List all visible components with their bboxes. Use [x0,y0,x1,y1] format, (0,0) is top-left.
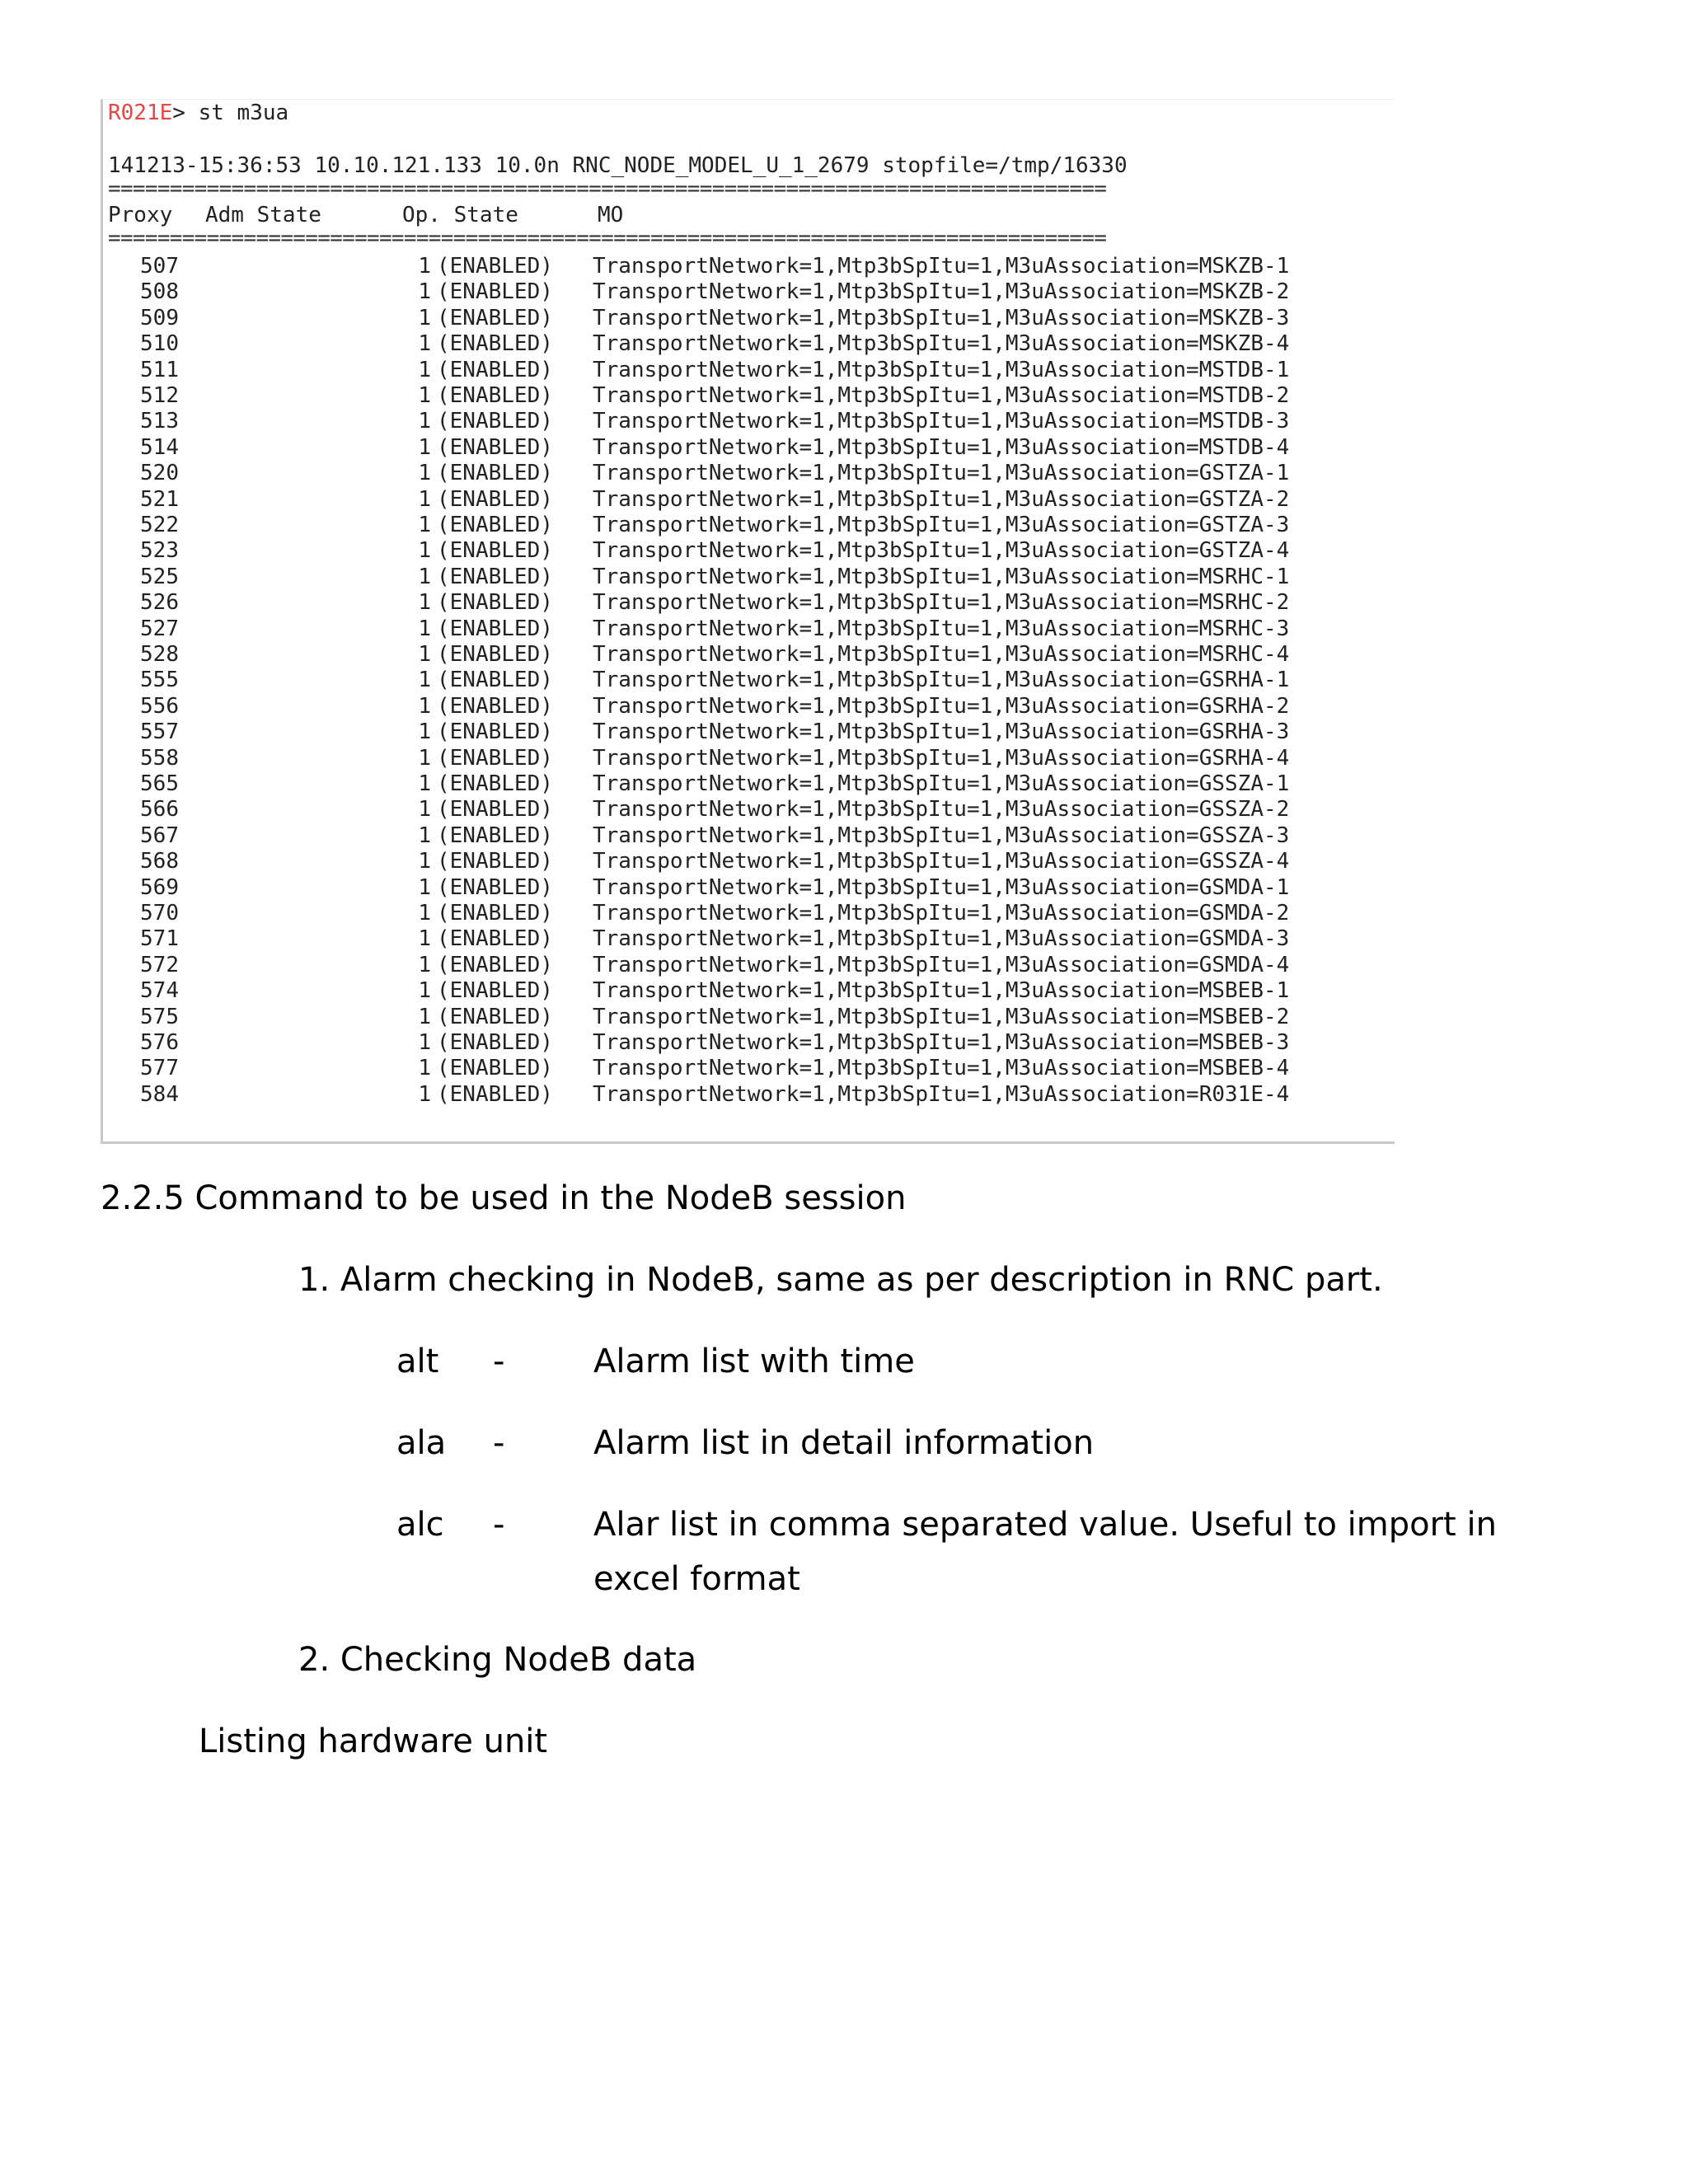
mo-cell: TransportNetwork=1,Mtp3bSpItu=1,M3uAssociation=MSBEB-2 [593,1004,1290,1029]
table-row [103,900,1395,926]
op-state-text: (ENABLED) [437,331,553,357]
op-state-text: (ENABLED) [437,642,553,667]
op-state-code: 1 [418,1004,431,1029]
op-state-text: (ENABLED) [437,409,553,434]
header-proxy: Proxy [108,203,173,227]
proxy-cell: 570 [140,901,179,926]
op-state-code: 1 [418,486,431,512]
command-alt: alt [396,1343,439,1380]
mo-cell: TransportNetwork=1,Mtp3bSpItu=1,M3uAssociation=MSBEB-1 [593,978,1290,1004]
table-row [103,823,1395,849]
op-state-text: (ENABLED) [437,745,553,771]
command-ala: ala [396,1424,447,1462]
op-state-code: 1 [418,254,431,279]
proxy-cell: 510 [140,331,179,357]
table-row [103,693,1395,719]
mo-cell: TransportNetwork=1,Mtp3bSpItu=1,M3uAssociation=GSTZA-1 [593,461,1290,486]
table-row [103,1055,1395,1081]
proxy-cell: 577 [140,1056,179,1081]
table-row [103,486,1395,513]
op-state-text: (ENABLED) [437,305,553,330]
op-state-code: 1 [418,797,431,823]
section-heading: 2.2.5 Command to be used in the NodeB session [101,1179,907,1217]
table-row [103,382,1395,409]
op-state-text: (ENABLED) [437,616,553,641]
op-state-text: (ENABLED) [437,383,553,408]
proxy-cell: 520 [140,461,179,486]
proxy-cell: 513 [140,409,179,434]
op-state-code: 1 [418,1056,431,1081]
table-row [103,616,1395,642]
command-dash: - [493,1424,505,1462]
proxy-cell: 512 [140,383,179,408]
op-state-text: (ENABLED) [437,719,553,745]
mo-cell: TransportNetwork=1,Mtp3bSpItu=1,M3uAssociation=MSTDB-3 [593,409,1290,434]
list-item-checking-nodeb: 2. Checking NodeB data [298,1641,697,1679]
proxy-cell: 514 [140,434,179,460]
op-state-text: (ENABLED) [437,279,553,305]
op-state-code: 1 [418,409,431,434]
op-state-code: 1 [418,849,431,874]
op-state-text: (ENABLED) [437,668,553,693]
terminal-prompt: R021E [108,101,173,125]
table-row [103,1004,1395,1030]
proxy-cell: 568 [140,849,179,874]
op-state-text: (ENABLED) [437,461,553,486]
op-state-code: 1 [418,434,431,460]
table-row [103,977,1395,1004]
proxy-cell: 575 [140,1004,179,1029]
op-state-code: 1 [418,357,431,382]
proxy-cell: 572 [140,952,179,977]
proxy-cell: 584 [140,1081,179,1107]
op-state-code: 1 [418,719,431,745]
table-row [103,667,1395,693]
proxy-cell: 511 [140,357,179,382]
command-dash: - [493,1506,505,1544]
mo-cell: TransportNetwork=1,Mtp3bSpItu=1,M3uAssociation=GSMDA-1 [593,874,1290,900]
op-state-code: 1 [418,513,431,537]
table-row [103,589,1395,616]
mo-cell: TransportNetwork=1,Mtp3bSpItu=1,M3uAssociation=MSRHC-3 [593,616,1290,641]
table-row [103,874,1395,901]
op-state-text: (ENABLED) [437,254,553,279]
command-dash: - [493,1343,505,1380]
proxy-cell: 567 [140,823,179,848]
command-line [108,100,288,126]
mo-cell: TransportNetwork=1,Mtp3bSpItu=1,M3uAssociation=GSTZA-4 [593,538,1290,564]
op-state-text: (ENABLED) [437,1081,553,1107]
mo-cell: TransportNetwork=1,Mtp3bSpItu=1,M3uAssociation=MSKZB-4 [593,331,1290,357]
mo-cell: TransportNetwork=1,Mtp3bSpItu=1,M3uAssociation=MSKZB-2 [593,279,1290,305]
proxy-cell: 576 [140,1030,179,1055]
op-state-code: 1 [418,538,431,564]
op-state-text: (ENABLED) [437,1030,553,1055]
proxy-cell: 528 [140,642,179,667]
proxy-cell: 525 [140,564,179,589]
mo-cell: TransportNetwork=1,Mtp3bSpItu=1,M3uAssociation=GSTZA-3 [593,513,1290,537]
mo-cell: TransportNetwork=1,Mtp3bSpItu=1,M3uAssociation=GSRHA-3 [593,719,1290,745]
mo-cell: TransportNetwork=1,Mtp3bSpItu=1,M3uAssociation=MSKZB-1 [593,254,1290,279]
proxy-cell: 526 [140,590,179,616]
terminal-command: > st m3ua [172,101,289,125]
mo-cell: TransportNetwork=1,Mtp3bSpItu=1,M3uAssociation=GSMDA-3 [593,926,1290,952]
op-state-code: 1 [418,590,431,616]
proxy-cell: 509 [140,305,179,330]
op-state-code: 1 [418,564,431,589]
table-row [103,1029,1395,1056]
op-state-text: (ENABLED) [437,513,553,537]
proxy-cell: 569 [140,874,179,900]
proxy-cell: 557 [140,719,179,745]
table-row [103,357,1395,383]
op-state-code: 1 [418,305,431,330]
op-state-code: 1 [418,693,431,719]
op-state-text: (ENABLED) [437,564,553,589]
op-state-text: (ENABLED) [437,486,553,512]
mo-cell: TransportNetwork=1,Mtp3bSpItu=1,M3uAssociation=GSSZA-4 [593,849,1290,874]
op-state-text: (ENABLED) [437,357,553,382]
header-adm-state: Adm State [205,203,321,227]
op-state-code: 1 [418,771,431,796]
proxy-cell: 558 [140,745,179,771]
op-state-text: (ENABLED) [437,771,553,796]
table-row [103,771,1395,797]
op-state-code: 1 [418,642,431,667]
header-separator-bottom: ================================================================================= [108,226,1107,251]
table-row [103,952,1395,978]
mo-cell: TransportNetwork=1,Mtp3bSpItu=1,M3uAssociation=GSRHA-2 [593,693,1290,719]
table-row [103,460,1395,486]
proxy-cell: 508 [140,279,179,305]
op-state-code: 1 [418,874,431,900]
op-state-text: (ENABLED) [437,693,553,719]
op-state-code: 1 [418,978,431,1004]
op-state-text: (ENABLED) [437,434,553,460]
table-row [103,848,1395,874]
mo-cell: TransportNetwork=1,Mtp3bSpItu=1,M3uAssociation=MSTDB-2 [593,383,1290,408]
proxy-cell: 527 [140,616,179,641]
proxy-cell: 566 [140,797,179,823]
op-state-text: (ENABLED) [437,926,553,952]
op-state-code: 1 [418,926,431,952]
command-desc: Alarm list in detail information [593,1424,1095,1462]
proxy-cell: 574 [140,978,179,1004]
mo-cell: TransportNetwork=1,Mtp3bSpItu=1,M3uAssociation=GSSZA-2 [593,797,1290,823]
mo-cell: TransportNetwork=1,Mtp3bSpItu=1,M3uAssociation=MSTDB-4 [593,434,1290,460]
table-row [103,719,1395,745]
proxy-cell: 555 [140,668,179,693]
proxy-cell: 556 [140,693,179,719]
op-state-code: 1 [418,668,431,693]
op-state-text: (ENABLED) [437,1056,553,1081]
op-state-text: (ENABLED) [437,874,553,900]
proxy-cell: 507 [140,254,179,279]
command-desc: Alarm list with time [593,1343,915,1380]
terminal-info-line: 141213-15:36:53 10.10.121.133 10.0n RNC_NODE_MODEL_U_1_2679 stopfile=/tmp/16330 [108,153,1128,178]
mo-cell: TransportNetwork=1,Mtp3bSpItu=1,M3uAssociation=MSKZB-3 [593,305,1290,330]
table-row [103,796,1395,823]
op-state-text: (ENABLED) [437,901,553,926]
op-state-text: (ENABLED) [437,978,553,1004]
command-desc: Alar list in comma separated value. Useful to import in excel format [593,1506,1497,1598]
mo-cell: TransportNetwork=1,Mtp3bSpItu=1,M3uAssociation=GSMDA-2 [593,901,1290,926]
mo-cell: TransportNetwork=1,Mtp3bSpItu=1,M3uAssociation=MSRHC-1 [593,564,1290,589]
op-state-text: (ENABLED) [437,538,553,564]
table-row [103,745,1395,771]
proxy-cell: 522 [140,513,179,537]
terminal-screenshot [101,99,1395,1144]
op-state-code: 1 [418,901,431,926]
op-state-code: 1 [418,1081,431,1107]
op-state-text: (ENABLED) [437,590,553,616]
mo-cell: TransportNetwork=1,Mtp3bSpItu=1,M3uAssociation=GSRHA-4 [593,745,1290,771]
op-state-text: (ENABLED) [437,849,553,874]
mo-cell: TransportNetwork=1,Mtp3bSpItu=1,M3uAssociation=MSBEB-4 [593,1056,1290,1081]
table-row [103,641,1395,668]
op-state-code: 1 [418,383,431,408]
op-state-text: (ENABLED) [437,1004,553,1029]
op-state-code: 1 [418,331,431,357]
table-row [103,537,1395,564]
table-row [103,408,1395,434]
op-state-code: 1 [418,616,431,641]
table-row [103,434,1395,461]
header-mo: MO [598,203,624,227]
table-row [103,253,1395,279]
op-state-code: 1 [418,745,431,771]
sub-heading: Listing hardware unit [199,1722,548,1760]
op-state-text: (ENABLED) [437,823,553,848]
op-state-code: 1 [418,461,431,486]
mo-cell: TransportNetwork=1,Mtp3bSpItu=1,M3uAssociation=MSTDB-1 [593,357,1290,382]
op-state-code: 1 [418,1030,431,1055]
op-state-text: (ENABLED) [437,952,553,977]
op-state-code: 1 [418,279,431,305]
table-row [103,305,1395,331]
mo-cell: TransportNetwork=1,Mtp3bSpItu=1,M3uAssociation=GSMDA-4 [593,952,1290,977]
mo-cell: TransportNetwork=1,Mtp3bSpItu=1,M3uAssociation=GSTZA-2 [593,486,1290,512]
table-row [103,279,1395,305]
table-row [103,330,1395,357]
mo-cell: TransportNetwork=1,Mtp3bSpItu=1,M3uAssociation=MSBEB-3 [593,1030,1290,1055]
op-state-code: 1 [418,823,431,848]
mo-cell: TransportNetwork=1,Mtp3bSpItu=1,M3uAssociation=MSRHC-4 [593,642,1290,667]
proxy-cell: 521 [140,486,179,512]
table-row [103,512,1395,538]
op-state-text: (ENABLED) [437,797,553,823]
command-alc: alc [396,1506,444,1544]
table-row [103,564,1395,590]
table-row [103,926,1395,952]
proxy-cell: 571 [140,926,179,952]
header-op-state: Op. State [402,203,518,227]
table-row [103,1081,1395,1108]
proxy-cell: 523 [140,538,179,564]
list-item-alarm-checking: 1. Alarm checking in NodeB, same as per description in RNC part. [298,1261,1383,1299]
mo-cell: TransportNetwork=1,Mtp3bSpItu=1,M3uAssociation=GSSZA-3 [593,823,1290,848]
mo-cell: TransportNetwork=1,Mtp3bSpItu=1,M3uAssociation=MSRHC-2 [593,590,1290,616]
header-separator-top: ================================================================================= [108,176,1107,201]
proxy-cell: 565 [140,771,179,796]
op-state-code: 1 [418,952,431,977]
mo-cell: TransportNetwork=1,Mtp3bSpItu=1,M3uAssociation=R031E-4 [593,1081,1290,1107]
mo-cell: TransportNetwork=1,Mtp3bSpItu=1,M3uAssociation=GSRHA-1 [593,668,1290,693]
mo-cell: TransportNetwork=1,Mtp3bSpItu=1,M3uAssociation=GSSZA-1 [593,771,1290,796]
